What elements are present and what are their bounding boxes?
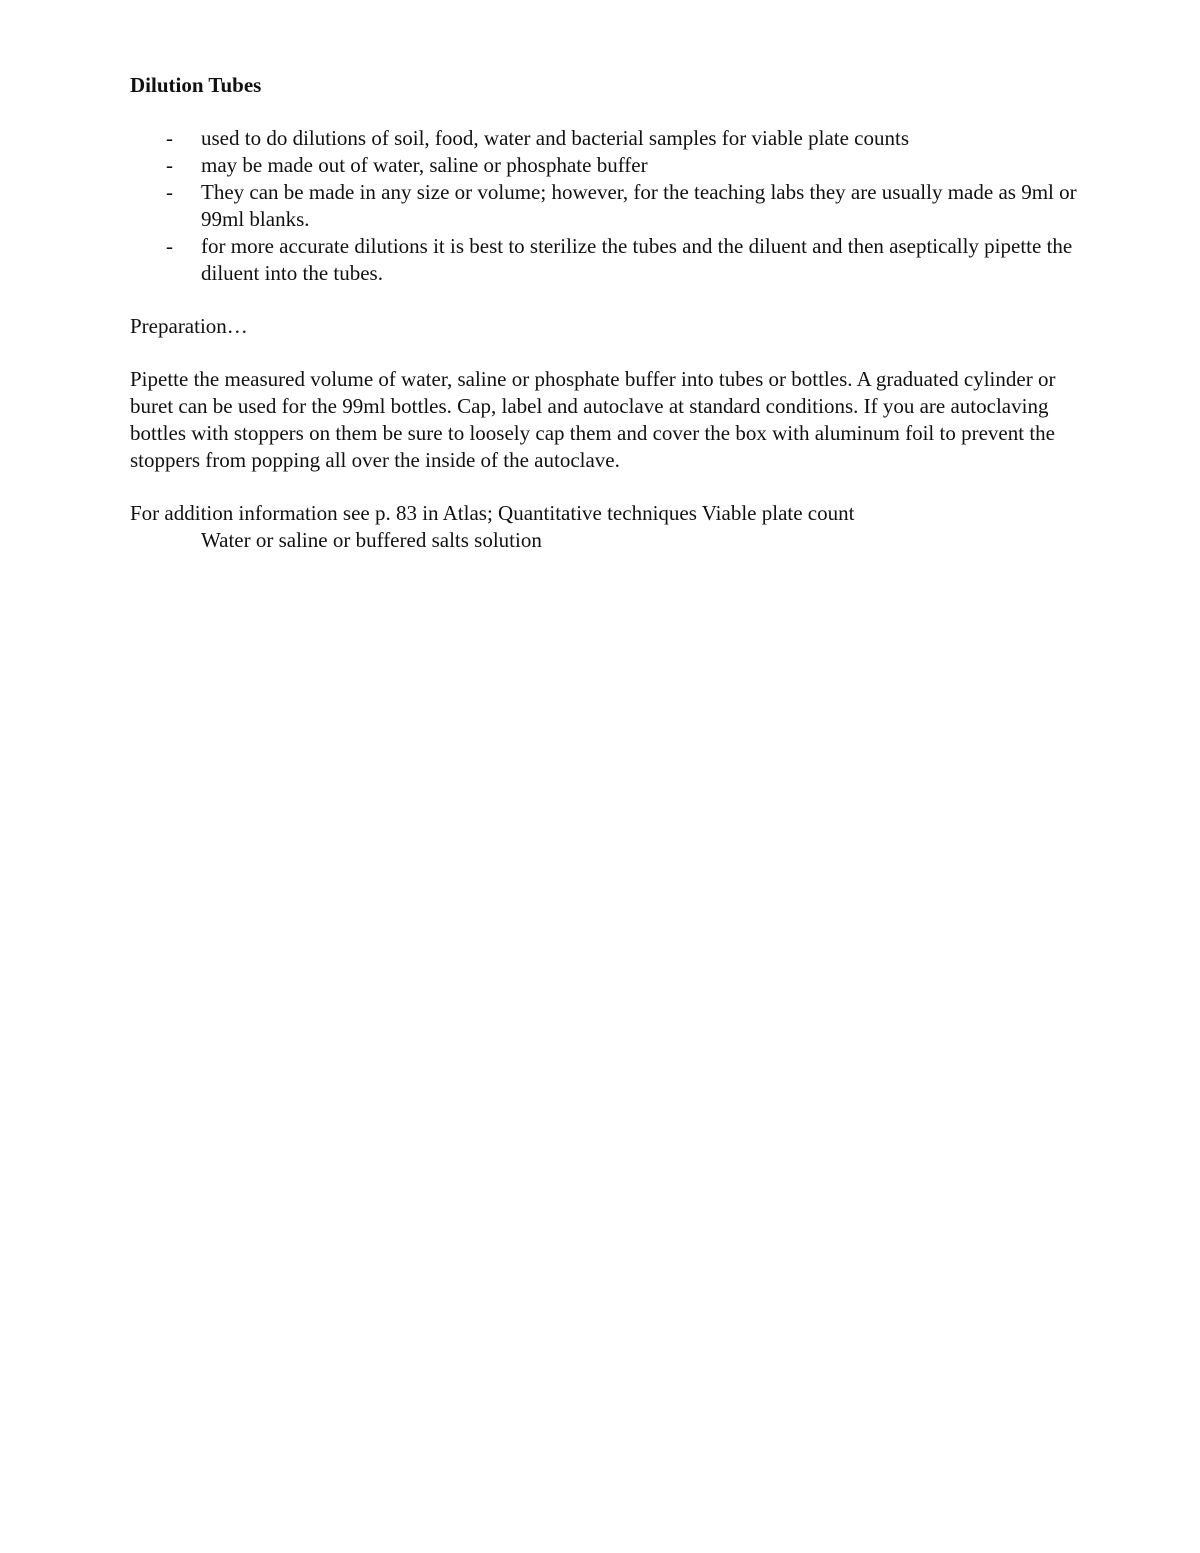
preparation-paragraph: Pipette the measured volume of water, saline or phosphate buffer into tubes or bottles. A graduated cylinder or buret can be used for the 99ml bottles. Cap, label and autoclave at standard conditions. If you are autoclaving bottles with stoppers on them be sure to loosely cap them and cover the box with aluminum foil to prevent the stoppers from popping all over the inside of the autoclave.	[130, 367, 1056, 472]
bullet-marker: -	[166, 126, 173, 150]
preparation-heading: Preparation…	[130, 314, 248, 338]
list-item	[130, 125, 1090, 152]
bullet-marker: -	[166, 180, 173, 204]
list-item-text: They can be made in any size or volume; however, for the teaching labs they are usually made as 9ml or 99ml blanks.	[201, 180, 1077, 231]
bullet-marker: -	[166, 153, 173, 177]
list-item-text: used to do dilutions of soil, food, water and bacterial samples for viable plate counts	[201, 126, 909, 150]
reference-line: For addition information see p. 83 in Atlas; Quantitative techniques Viable plate count	[130, 501, 855, 525]
list-item-text: may be made out of water, saline or phosphate buffer	[201, 153, 648, 177]
document-title: Dilution Tubes	[130, 73, 262, 97]
document-body	[130, 72, 1090, 554]
list-item	[130, 233, 1090, 287]
bullet-marker: -	[166, 234, 173, 258]
list-item	[130, 179, 1090, 233]
list-item-text: for more accurate dilutions it is best to sterilize the tubes and the diluent and then aseptically pipette the diluent into the tubes.	[201, 234, 1073, 285]
bullet-list	[130, 125, 1090, 287]
reference-indent-line: Water or saline or buffered salts solution	[201, 528, 542, 552]
list-item	[130, 152, 1090, 179]
